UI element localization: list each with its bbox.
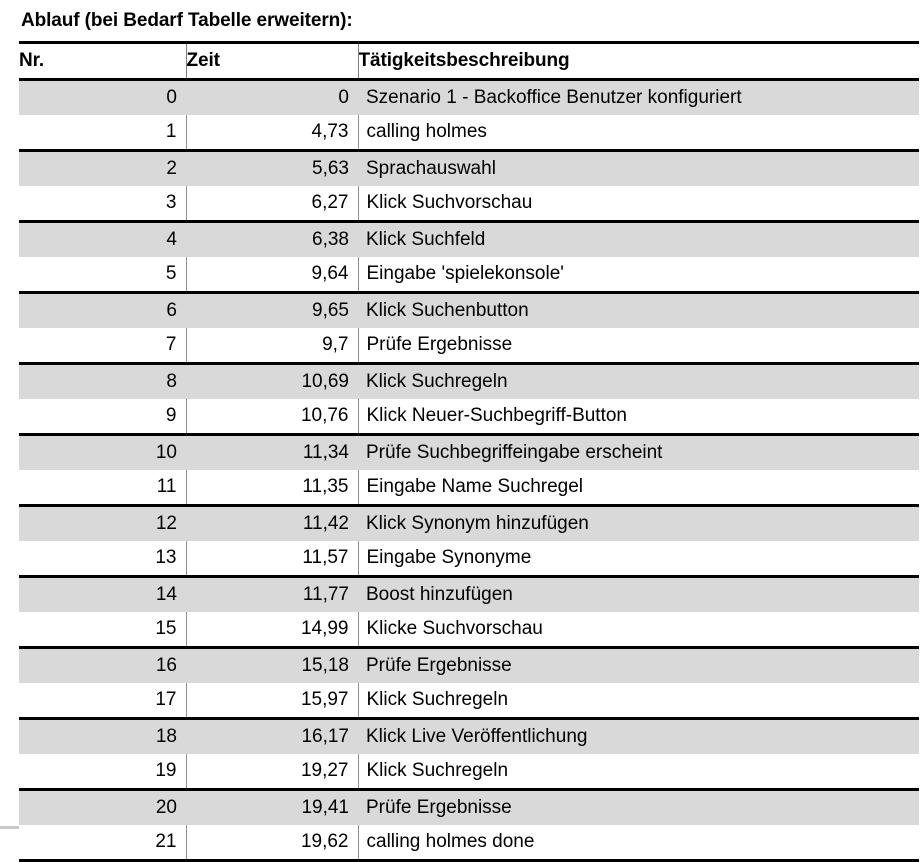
table-header [19, 43, 919, 80]
table-body [19, 80, 919, 861]
column-header-nr: Nr. [19, 50, 45, 71]
cell-nr: 10 [19, 435, 186, 471]
table-row [19, 151, 919, 187]
cell-nr: 2 [19, 151, 186, 187]
cell-zeit: 15,18 [186, 648, 358, 684]
cell-zeit: 4,73 [186, 115, 358, 151]
cell-nr: 14 [19, 577, 186, 613]
cell-zeit: 11,35 [186, 470, 358, 506]
table-row [19, 257, 919, 293]
table-row [19, 648, 919, 684]
cell-nr: 7 [19, 328, 186, 364]
flow-table [19, 41, 919, 862]
cell-zeit: 0 [186, 80, 358, 116]
cell-description: Klick Suchvorschau [358, 186, 919, 222]
cell-nr: 3 [19, 186, 186, 222]
cell-description: Eingabe Synonyme [358, 541, 919, 577]
cell-description: Klick Suchenbutton [358, 293, 919, 329]
table-row [19, 80, 919, 116]
cell-nr: 13 [19, 541, 186, 577]
cell-nr: 16 [19, 648, 186, 684]
cell-nr: 6 [19, 293, 186, 329]
cell-nr: 4 [19, 222, 186, 258]
table-row [19, 186, 919, 222]
cell-description: Klick Suchregeln [358, 754, 919, 790]
cell-description: Prüfe Ergebnisse [358, 790, 919, 826]
cell-description: Boost hinzufügen [358, 577, 919, 613]
cell-description: Eingabe 'spielekonsole' [358, 257, 919, 293]
table-row [19, 754, 919, 790]
cell-description: Klick Synonym hinzufügen [358, 506, 919, 542]
cell-nr: 0 [19, 80, 186, 116]
cell-nr: 5 [19, 257, 186, 293]
cell-zeit: 10,69 [186, 364, 358, 400]
cell-description: Sprachauswahl [358, 151, 919, 187]
table-row [19, 470, 919, 506]
cell-description: Prüfe Ergebnisse [358, 328, 919, 364]
cell-zeit: 9,65 [186, 293, 358, 329]
table-row [19, 825, 919, 861]
cell-zeit: 10,76 [186, 399, 358, 435]
cell-description: Prüfe Suchbegriffeingabe erscheint [358, 435, 919, 471]
cell-nr: 15 [19, 612, 186, 648]
cell-zeit: 11,42 [186, 506, 358, 542]
cell-zeit: 14,99 [186, 612, 358, 648]
cell-nr: 18 [19, 719, 186, 755]
cell-description: Szenario 1 - Backoffice Benutzer konfiguriert [358, 80, 919, 116]
table-row [19, 683, 919, 719]
cell-nr: 8 [19, 364, 186, 400]
cell-zeit: 6,27 [186, 186, 358, 222]
cell-description: Prüfe Ergebnisse [358, 648, 919, 684]
cell-zeit: 11,57 [186, 541, 358, 577]
cell-nr: 1 [19, 115, 186, 151]
cell-zeit: 11,77 [186, 577, 358, 613]
cell-description: Klick Suchregeln [358, 683, 919, 719]
table-bottom-edge-artifact [0, 826, 19, 829]
cell-zeit: 9,7 [186, 328, 358, 364]
cell-nr: 17 [19, 683, 186, 719]
cell-nr: 20 [19, 790, 186, 826]
table-row [19, 577, 919, 613]
table-row [19, 612, 919, 648]
column-header-zeit: Zeit [186, 43, 358, 80]
table-row [19, 364, 919, 400]
cell-zeit: 19,41 [186, 790, 358, 826]
cell-zeit: 6,38 [186, 222, 358, 258]
cell-nr: 21 [19, 825, 186, 861]
cell-description: calling holmes [358, 115, 919, 151]
table-row [19, 115, 919, 151]
table-row [19, 222, 919, 258]
table-row [19, 399, 919, 435]
cell-description: Klick Suchregeln [358, 364, 919, 400]
cell-zeit: 19,27 [186, 754, 358, 790]
table-row [19, 506, 919, 542]
cell-zeit: 16,17 [186, 719, 358, 755]
cell-zeit: 19,62 [186, 825, 358, 861]
cell-zeit: 11,34 [186, 435, 358, 471]
table-row [19, 541, 919, 577]
table-row [19, 719, 919, 755]
cell-zeit: 5,63 [186, 151, 358, 187]
column-header-description: Tätigkeitsbeschreibung [358, 43, 919, 80]
cell-description: Klicke Suchvorschau [358, 612, 919, 648]
cell-zeit: 9,64 [186, 257, 358, 293]
cell-zeit: 15,97 [186, 683, 358, 719]
cell-nr: 19 [19, 754, 186, 790]
page-title: Ablauf (bei Bedarf Tabelle erweitern): [21, 10, 353, 31]
cell-description: Klick Neuer-Suchbegriff-Button [358, 399, 919, 435]
cell-nr: 9 [19, 399, 186, 435]
cell-description: calling holmes done [358, 825, 919, 861]
table-row [19, 790, 919, 826]
cell-nr: 12 [19, 506, 186, 542]
cell-description: Eingabe Name Suchregel [358, 470, 919, 506]
table-row [19, 293, 919, 329]
table-row [19, 328, 919, 364]
cell-nr: 11 [19, 470, 186, 506]
cell-description: Klick Suchfeld [358, 222, 919, 258]
table-header-row [19, 43, 919, 80]
table-row [19, 435, 919, 471]
cell-description: Klick Live Veröffentlichung [358, 719, 919, 755]
